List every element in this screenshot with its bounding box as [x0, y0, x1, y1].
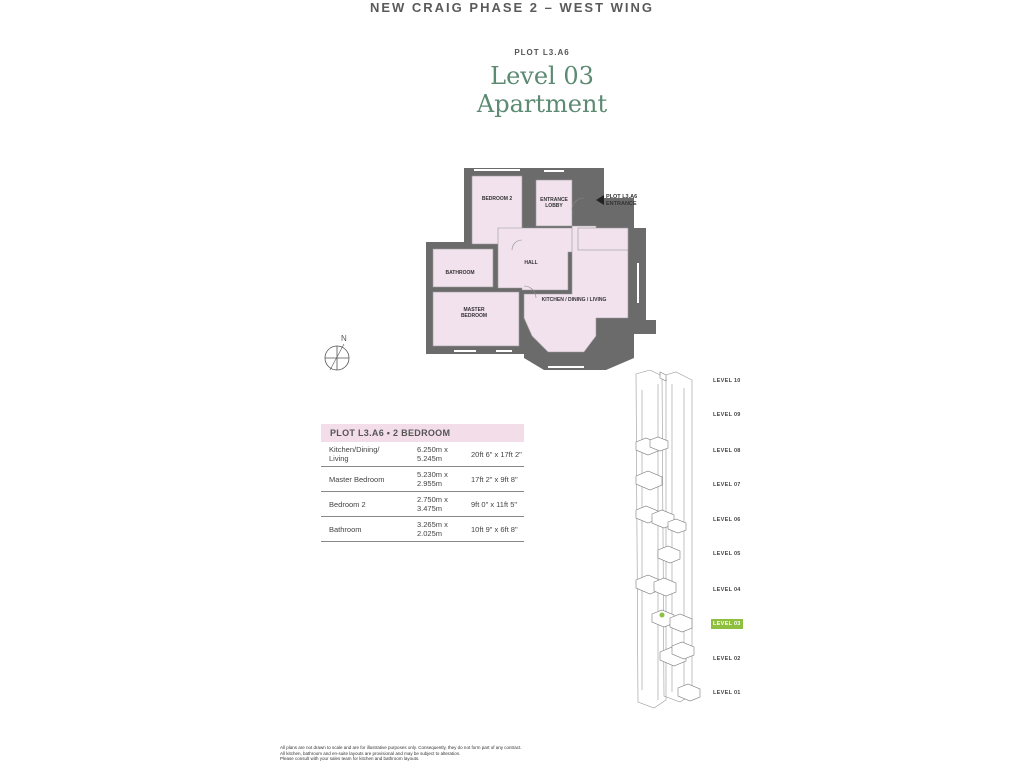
disclaimer-line: Please consult with your sales team for kitchen and bathroom layouts. [280, 756, 420, 761]
metric-cell: 2.750m x 3.475m [417, 495, 448, 513]
room-master-bedroom [433, 292, 519, 346]
apartment-title-line: Apartment [476, 90, 608, 118]
table-row [321, 492, 524, 517]
room-name-cell [329, 445, 417, 463]
room-name-cell: Bedroom 2 [329, 499, 366, 509]
document-header-title: NEW CRAIG PHASE 2 – WEST WING [369, 0, 655, 15]
label-lobby: LOBBY [545, 203, 563, 209]
table-row [321, 517, 524, 542]
level-label: LEVEL 01 [713, 690, 741, 696]
label-master-bedroom: BEDROOM [460, 313, 488, 319]
entrance-label-text: ENTRANCE [606, 201, 637, 207]
current-plot-marker [660, 613, 665, 618]
compass-label: N [341, 334, 347, 343]
label-hall: HALL [524, 260, 538, 266]
level-label: LEVEL 08 [713, 448, 741, 454]
table-row [321, 467, 524, 492]
entrance-label-plot: PLOT L3.A6 [606, 194, 638, 200]
metric-cell: 3.265m x 2.025m [417, 520, 448, 538]
room-lobby-extension [578, 228, 628, 250]
table-row [321, 442, 524, 467]
level-title-line: Level 03 [490, 62, 594, 90]
level-label-current: LEVEL 03 [713, 621, 741, 627]
disclaimer [280, 745, 600, 762]
level-labels [708, 370, 768, 715]
level-label: LEVEL 06 [713, 517, 741, 523]
disclaimer-line: All plans are not drawn to scale and are for illustrative purposes only. Consequently, they do not form part of any contract. [280, 745, 522, 750]
metric-cell: 6.250m x 5.245m [417, 445, 448, 463]
disclaimer-line: All kitchen, bathroom and en-suite layouts are provisional and may be subject to alteration. [280, 750, 461, 756]
level-label: LEVEL 02 [713, 656, 741, 662]
label-bedroom-2: BEDROOM 2 [481, 196, 513, 202]
imperial-cell: 20ft 6" x 17ft 2" [471, 449, 522, 459]
room-name-cell: Master Bedroom [329, 474, 385, 484]
plot-reference: PLOT L3.A6 [514, 48, 570, 57]
table-header: PLOT L3.A6 • 2 BEDROOM [321, 424, 524, 442]
label-entrance: ENTRANCE [540, 197, 568, 203]
compass-north-icon [322, 332, 354, 372]
room-name-cell: Bathroom [329, 524, 362, 534]
level-label: LEVEL 07 [713, 482, 741, 488]
level-label: LEVEL 10 [713, 378, 741, 384]
room-name-line: Living [329, 454, 349, 463]
building-stack-diagram [632, 370, 712, 715]
label-kitchen: KITCHEN / DINING / LIVING [541, 297, 607, 303]
imperial-cell: 9ft 0" x 11ft 5" [471, 499, 518, 509]
metric-cell: 5.230m x 2.955m [417, 470, 448, 488]
imperial-cell: 17ft 2" x 9ft 8" [471, 474, 518, 484]
level-label: LEVEL 04 [713, 587, 741, 593]
room-dimensions-table [321, 424, 524, 542]
label-bathroom: BATHROOM [445, 270, 475, 276]
page-title [0, 62, 1024, 118]
room-name-line: Kitchen/Dining/ [329, 445, 380, 454]
entrance-label [606, 194, 637, 208]
level-label: LEVEL 05 [713, 551, 741, 557]
room-bathroom [433, 249, 493, 287]
imperial-cell: 10ft 9" x 6ft 8" [471, 524, 518, 534]
label-master: MASTER [463, 307, 485, 313]
level-label: LEVEL 09 [713, 412, 741, 418]
